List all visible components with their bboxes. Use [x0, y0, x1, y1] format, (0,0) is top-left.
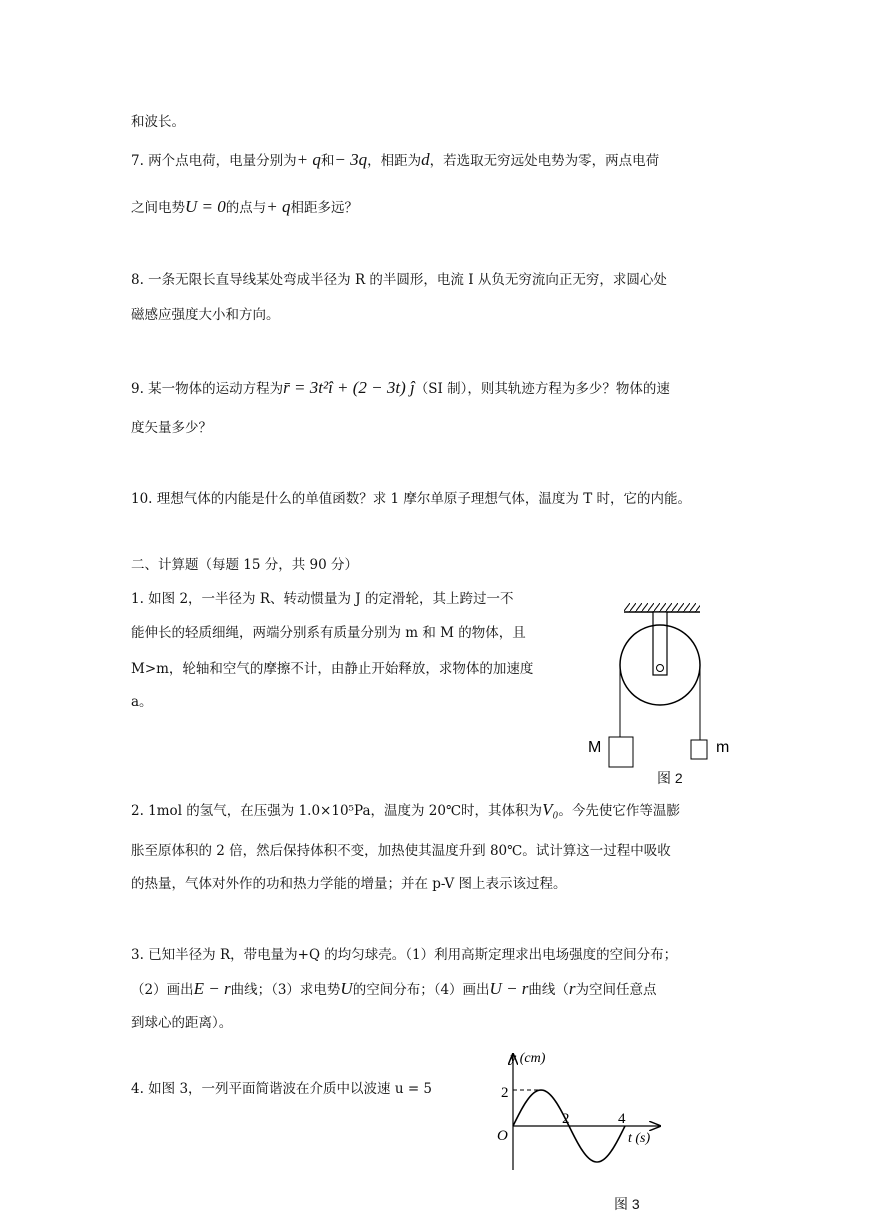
- question-7-line-2: [131, 197, 358, 218]
- calc-1-line-2: 能伸长的轻质细绳，两端分别系有质量分别为 m 和 M 的物体，且: [131, 625, 526, 641]
- c3-u: U: [340, 979, 353, 998]
- calc-3-line-1: 3. 已知半径为 R，带电量为+Q 的均匀球壳。（1）利用高斯定理求出电场强度的空间分布；: [131, 947, 678, 963]
- question-9-line-2: 度矢量多少？: [131, 420, 212, 436]
- calc-2-line-1: [131, 800, 680, 821]
- c3-u-r: U − r: [489, 979, 529, 998]
- calc-3-line-2: [131, 979, 657, 1000]
- c3-e-r: E − r: [193, 979, 231, 998]
- mass-M-box: [609, 737, 633, 767]
- figure-2-pulley: [588, 595, 760, 780]
- c3-text-2: 曲线；（3）求电势: [230, 982, 341, 998]
- mass-m-box: [691, 740, 707, 759]
- calc-2-line-3: 的热量，气体对外作的功和热力学能的增量；并在 p-V 图上表示该过程。: [131, 876, 567, 892]
- q7-text-6: 相距多远？: [290, 200, 358, 216]
- q7-text: 7. 两个点电荷，电量分别为: [131, 153, 297, 169]
- figure-3-wave-graph: [480, 1040, 680, 1180]
- q7-text-3: ，若选取无穷远处电势为零，两点电荷: [429, 153, 660, 169]
- label-M: M: [588, 739, 602, 756]
- calc-1-line-4: a。: [131, 694, 153, 710]
- calc-2-line-2: 胀至原体积的 2 倍，然后保持体积不变，加热使其温度升到 80℃。试计算这一过程中吸收: [131, 843, 671, 859]
- t-axis-label: t (s): [628, 1131, 651, 1146]
- q7-plus-q: + q: [296, 150, 321, 169]
- c2-text-2: 。今先使它作等温膨: [558, 803, 680, 819]
- q6-tail: 和波长。: [131, 114, 185, 130]
- calc-1-line-3: M>m，轮轴和空气的摩擦不计，由静止开始释放，求物体的加速度: [131, 661, 534, 677]
- y-axis-label: y (cm): [510, 1051, 546, 1066]
- y-tick-label: 2: [501, 1085, 509, 1101]
- q7-plus-q-2: + q: [266, 197, 291, 216]
- axle-mount: [653, 612, 667, 675]
- calc-1-line-1: 1. 如图 2，一半径为 R、转动惯量为 J 的定滑轮，其上跨过一不: [131, 591, 514, 607]
- q7-d: d: [421, 150, 430, 169]
- question-8-line-2: 磁感应强度大小和方向。: [131, 307, 280, 323]
- figure-2-caption: 图 2: [657, 770, 683, 786]
- t-tick-label-4: 4: [618, 1111, 626, 1127]
- q7-u0: U = 0: [185, 197, 226, 216]
- c3-text-5: 为空间任意点: [575, 982, 657, 998]
- label-m: m: [716, 739, 730, 756]
- c2-v0: V₀: [542, 800, 559, 819]
- question-9-line-1: [131, 378, 670, 399]
- t-tick-label-2: 2: [562, 1111, 570, 1127]
- q9-text: 9. 某一物体的运动方程为: [131, 381, 284, 397]
- q7-text-4: 之间电势: [131, 200, 185, 216]
- c3-text-3: 的空间分布；（4）画出: [352, 982, 490, 998]
- question-8-line-1: 8. 一条无限长直导线某处弯成半径为 R 的半圆形，电流 I 从负无穷流向正无穷，求圆心处: [131, 272, 667, 288]
- ceiling-hatch: [624, 603, 700, 612]
- c2-text: 2. 1mol 的氢气，在压强为 1.0×10⁵Pa，温度为 20℃时，其体积为: [131, 803, 543, 819]
- c3-r: r: [568, 979, 576, 998]
- origin-label: O: [497, 1128, 508, 1144]
- q7-text-5: 的点与: [225, 200, 267, 216]
- c3-text-4: 曲线（: [528, 982, 569, 998]
- c3-text: （2）画出: [131, 982, 194, 998]
- calc-4-line-1: 4. 如图 3，一列平面简谐波在介质中以波速 u = 5: [131, 1081, 433, 1097]
- question-10: 10. 理想气体的内能是什么的单值函数？求 1 摩尔单原子理想气体，温度为 T 时，它的内能。: [131, 491, 692, 507]
- q7-and: 和: [320, 153, 335, 169]
- q7-text-2: ，相距为: [367, 153, 422, 169]
- figure-3-caption: 图 3: [614, 1196, 640, 1212]
- q9-equation: r̄ = 3t²î + (2 − 3t) ĵ: [283, 378, 415, 397]
- question-7-line-1: [131, 150, 659, 171]
- calc-3-line-3: 到球心的距离）。: [131, 1015, 233, 1031]
- q7-minus-3q: − 3q: [334, 150, 368, 169]
- section-2-heading: 二、计算题（每题 15 分，共 90 分）: [131, 557, 359, 573]
- q9-text-2: （SI 制），则其轨迹方程为多少？物体的速: [414, 381, 670, 397]
